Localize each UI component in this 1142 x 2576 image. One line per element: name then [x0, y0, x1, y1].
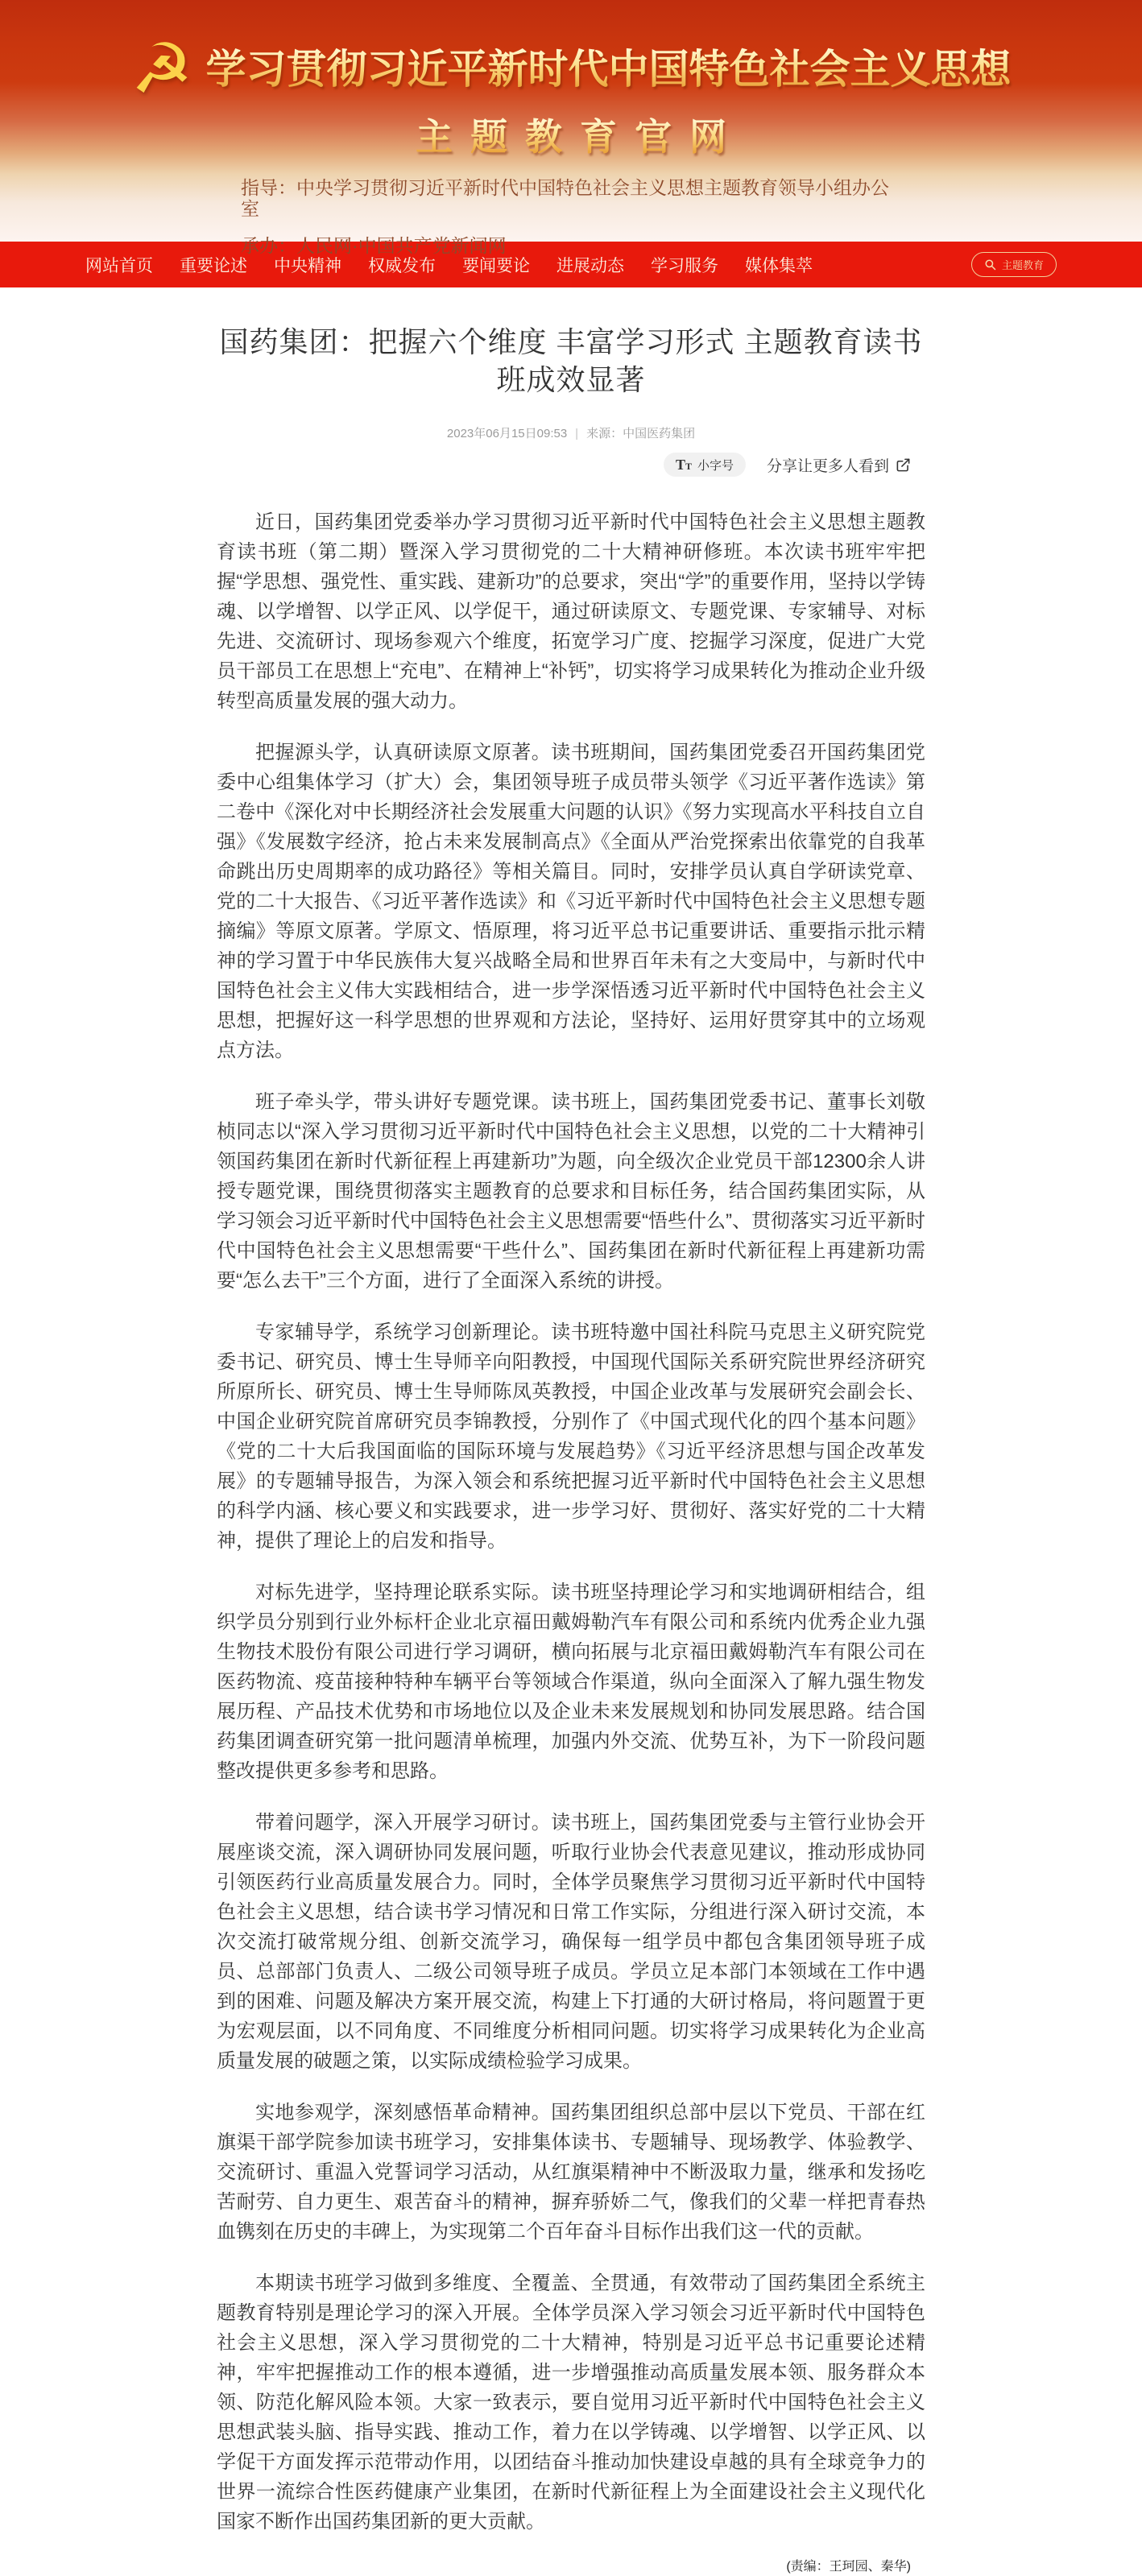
nav-item-central-spirit[interactable]: 中央精神 — [274, 256, 341, 275]
site-title-row — [0, 0, 1142, 108]
article-meta — [217, 424, 925, 441]
share-link[interactable] — [767, 454, 911, 476]
nav-item-authoritative-release[interactable]: 权威发布 — [368, 256, 436, 275]
article-body — [217, 507, 925, 2537]
article-source: 来源：中国医药集团 — [586, 427, 696, 440]
banner-guidance-line: 指导：中央学习贯彻习近平新时代中国特色社会主义思想主题教育领导小组办公室 — [241, 177, 889, 219]
nav-item-media-collection[interactable]: 媒体集萃 — [745, 256, 813, 275]
search-icon — [984, 258, 996, 271]
party-emblem-icon: ☭ — [130, 31, 193, 108]
article-paragraph: 带着问题学，深入开展学习研讨。读书班上，国药集团党委与主管行业协会开展座谈交流，深入调研协同发展问题，听取行业协会代表意见建议，推动形成协同引领医药行业高质量发展合力。同时，全体学员聚焦学习贯彻习近平新时代中国特色社会主义思想，结合读书学习情况和日常工作实际，分组进行深入研讨交流，本次交流打破常规分组、创新交流学习，确保每一组学员中都包含集团领导班子成员、总部部门负责人、二级公司领导班子成员。学员立足本部门本领域在工作中遇到的困难、问题及解决方案开展交流，构建上下打通的大研讨格局，将问题置于更为宏观层面，以不同角度、不同维度分析相同问题。切实将学习成果转化为企业高质量发展的破题之策，以实际成绩检验学习成果。 — [217, 1812, 925, 2072]
share-link-label: 分享让更多人看到 — [766, 457, 889, 475]
font-size-icon: TT — [675, 456, 692, 473]
banner-organizer-line: 承办：人民网·中国共产党新闻网 — [241, 235, 507, 256]
article-title: 国药集团：把握六个维度 丰富学习形式 主题教育读书班成效显著 — [219, 325, 923, 396]
article-paragraph: 对标先进学，坚持理论联系实际。读书班坚持理论学习和实地调研相结合，组织学员分别到行业外标杆企业北京福田戴姆勒汽车有限公司和系统内优秀企业九强生物技术股份有限公司进行学习调研，横向拓展与北京福田戴姆勒汽车有限公司在医药物流、疫苗接种特种车辆平台等领域合作渠道，纵向全面深入了解九强生物发展历程、产品技术优势和市场地位以及企业未来发展规划和协同发展思路。结合国药集团调查研究第一批问题清单梳理，加强内外交流、优势互补，为下一阶段问题整改提供更多参考和思路。 — [217, 1582, 925, 1782]
article-paragraph: 本期读书班学习做到多维度、全覆盖、全贯通，有效带动了国药集团全系统主题教育特别是理论学习的深入开展。全体学员深入学习领会习近平新时代中国特色社会主义思想，深入学习贯彻党的二十大精神，特别是习近平总书记重要论述精神，牢牢把握推动工作的根本遵循，进一步增强推动高质量发展本领、服务群众本领、防范化解风险本领。大家一致表示，要自觉用习近平新时代中国特色社会主义思想武装头脑、指导实践、推动工作，着力在以学铸魂、以学增智、以学正风、以学促干方面发挥示范带动作用，以团结奋斗推动加快建设卓越的具有全球竞争力的世界一流综合性医药健康产业集团，在新时代新征程上为全面建设社会主义现代化国家不断作出国药集团新的更大贡献。 — [217, 2272, 925, 2533]
article-paragraph: 把握源头学，认真研读原文原著。读书班期间，国药集团党委召开国药集团党委中心组集体学习（扩大）会，集团领导班子成员带头领学《习近平著作选读》第二卷中《深化对中长期经济社会发展重大问题的认识》《努力实现高水平科技自立自强》《发展数字经济，抢占未来发展制高点》《全面从严治党探索出依靠党的自我革命跳出历史周期率的成功路径》等相关篇目。同时，安排学员认真自学研读党章、党的二十大报告、《习近平著作选读》和《习近平新时代中国特色社会主义思想专题摘编》等原文原著。学原文、悟原理，将习近平总书记重要讲话、重要指示批示精神的学习置于中华民族伟大复兴战略全局和世界百年未有之大变局中，与新时代中国特色社会主义伟大实践相结合，进一步学深悟透习近平新时代中国特色社会主义思想，把握好这一科学思想的世界观和方法论，坚持好、运用好贯穿其中的立场观点方法。 — [217, 742, 925, 1061]
nav-item-important-discourse[interactable]: 重要论述 — [180, 256, 247, 275]
font-size-button[interactable] — [664, 453, 746, 477]
editor-note: (责编：王珂园、秦华) — [786, 2560, 911, 2574]
search-button-label: 主题教育 — [1001, 259, 1044, 271]
article-toolbar — [217, 453, 925, 477]
article-paragraph: 专家辅导学，系统学习创新理论。读书班特邀中国社科院马克思主义研究院党委书记、研究员、博士生导师辛向阳教授，中国现代国际关系研究院世界经济研究所原所长、研究员、博士生导师陈凤英教授，中国企业改革与发展研究会副会长、中国企业研究院首席研究员李锦教授，分别作了《中国式现代化的四个基本问题》《党的二十大后我国面临的国际环境与发展趋势》《习近平经济思想与国企改革发展》的专题辅导报告，为深入领会和系统把握习近平新时代中国特色社会主义思想的科学内涵、核心要义和实践要求，进一步学习好、贯彻好、落实好党的二十大精神，提供了理论上的启发和指导。 — [217, 1321, 925, 1552]
site-title-line2: 主题教育官网 — [0, 118, 1142, 156]
nav-item-learning-services[interactable]: 学习服务 — [651, 256, 718, 275]
article-container — [217, 287, 925, 2576]
site-title-line1: 学习贯彻习近平新时代中国特色社会主义思想 — [205, 47, 1012, 92]
search-button[interactable] — [971, 252, 1057, 277]
main-nav — [0, 242, 1142, 287]
nav-item-home[interactable]: 网站首页 — [85, 256, 153, 275]
nav-item-key-news[interactable]: 要闻要论 — [462, 256, 530, 275]
nav-item-progress-updates[interactable]: 进展动态 — [557, 256, 624, 275]
external-link-icon — [896, 457, 911, 473]
article-date: 2023年06月15日09:53 — [446, 427, 568, 440]
site-banner — [0, 0, 1142, 256]
font-size-button-label: 小字号 — [697, 458, 734, 473]
article-paragraph: 班子牵头学，带头讲好专题党课。读书班上，国药集团党委书记、董事长刘敬桢同志以“深入学习贯彻习近平新时代中国特色社会主义思想，以党的二十大精神引领国药集团在新时代新征程上再建新功”为题，向全级次企业党员干部12300余人讲授专题党课，围绕贯彻落实主题教育的总要求和目标任务，结合国药集团实际，从学习领会习近平新时代中国特色社会主义思想需要“悟些什么”、贯彻落实习近平新时代中国特色社会主义思想需要“干些什么”、国药集团在新时代新征程上再建新功需要“怎么去干”三个方面，进行了全面深入系统的讲授。 — [217, 1091, 925, 1292]
article-paragraph: 实地参观学，深刻感悟革命精神。国药集团组织总部中层以下党员、干部在红旗渠干部学院参加读书班学习，安排集体读书、专题辅导、现场教学、体验教学、交流研讨、重温入党誓词学习活动，从红旗渠精神中不断汲取力量，继承和发扬吃苦耐劳、自力更生、艰苦奋斗的精神，摒弃骄娇二气，像我们的父辈一样把青春热血镌刻在历史的丰碑上，为实现第二个百年奋斗目标作出我们这一代的贡献。 — [217, 2102, 925, 2243]
meta-separator: | — [575, 427, 579, 440]
article-paragraph: 近日，国药集团党委举办学习贯彻习近平新时代中国特色社会主义思想主题教育读书班（第二期）暨深入学习贯彻党的二十大精神研修班。本次读书班牢牢把握“学思想、强党性、重实践、建新功”的总要求，突出“学”的重要作用，坚持以学铸魂、以学增智、以学正风、以学促干，通过研读原文、专题党课、专家辅导、对标先进、交流研讨、现场参观六个维度，拓宽学习广度、挖掘学习深度，促进广大党员干部员工在思想上“充电”、在精神上“补钙”，切实将学习成果转化为推动企业升级转型高质量发展的强大动力。 — [217, 511, 925, 712]
